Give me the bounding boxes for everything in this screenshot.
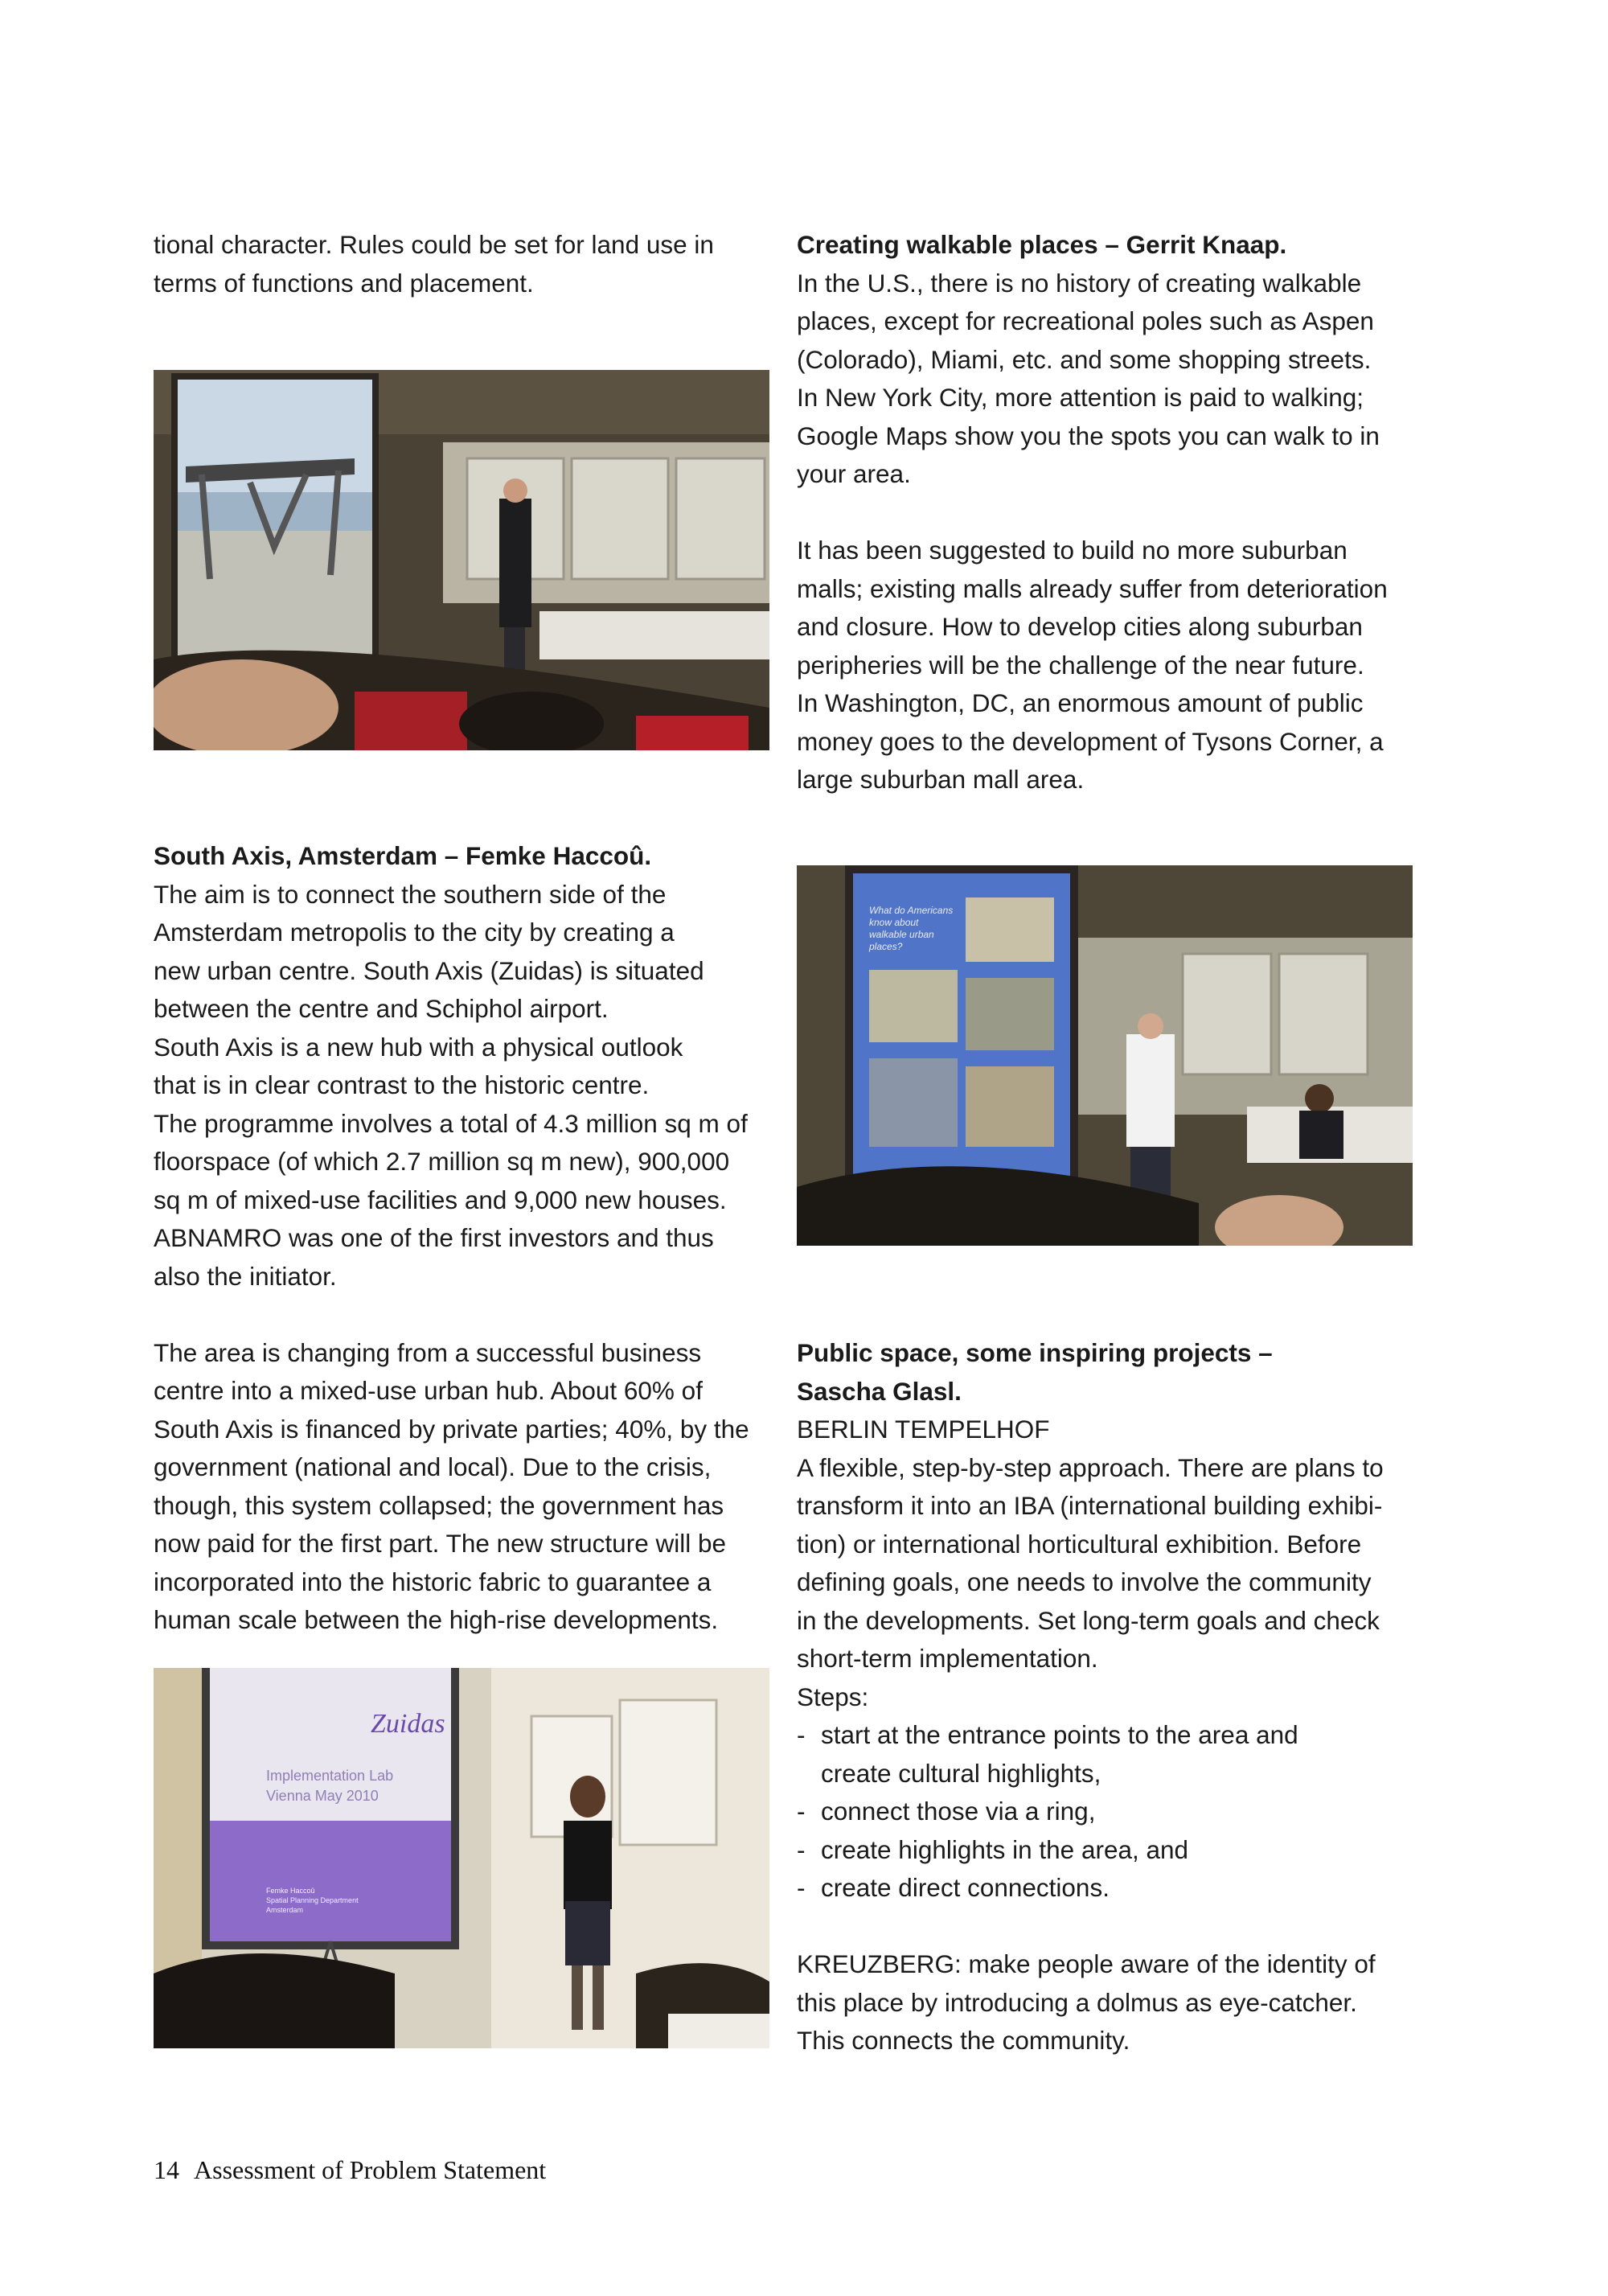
south-axis-line: new urban centre. South Axis (Zuidas) is situated xyxy=(154,955,704,985)
step-text: start at the entrance points to the area and xyxy=(821,1720,1298,1749)
step-text: connect those via a ring, xyxy=(821,1797,1096,1826)
south-axis-line: that is in clear contrast to the historic centre. xyxy=(154,1070,650,1099)
slide-speaker-line: Femke Haccoû xyxy=(266,1887,315,1895)
walkable-line: large suburban mall area. xyxy=(797,765,1085,794)
intro-line-1: tional character. Rules could be set for land use in xyxy=(154,230,714,259)
photo-zuidas-presentation xyxy=(154,1668,769,2048)
steps-label: Steps: xyxy=(797,1682,869,1711)
south-axis-line: also the initiator. xyxy=(154,1261,337,1291)
south-axis-line: ABNAMRO was one of the first investors and thus xyxy=(154,1223,714,1252)
south-axis-line: The area is changing from a successful business xyxy=(154,1337,702,1367)
step-dash: - xyxy=(797,1873,806,1902)
walkable-line: malls; existing malls already suffer from deterioration xyxy=(797,573,1388,603)
page-footer xyxy=(154,2155,546,2185)
south-axis-line: between the centre and Schiphol airport. xyxy=(154,994,609,1023)
south-axis-line: though, this system collapsed; the government has xyxy=(154,1490,724,1520)
kreuzberg-line: KREUZBERG: make people aware of the identity of xyxy=(797,1949,1376,1978)
walkable-line: It has been suggested to build no more suburban xyxy=(797,536,1348,565)
public-space-line: in the developments. Set long-term goals and check xyxy=(797,1605,1380,1635)
section-title: Assessment of Problem Statement xyxy=(194,2155,547,2184)
step-dash: - xyxy=(797,1797,806,1826)
south-axis-line: incorporated into the historic fabric to guarantee a xyxy=(154,1567,712,1596)
photo-walkable-presentation xyxy=(797,865,1413,1246)
walkable-line: money goes to the development of Tysons Corner, a xyxy=(797,726,1384,756)
slide-title-line: Vienna May 2010 xyxy=(266,1788,379,1804)
south-axis-line: Amsterdam metropolis to the city by creating a xyxy=(154,918,675,947)
walkable-line: In New York City, more attention is paid to walking; xyxy=(797,383,1364,412)
public-space-line: tion) or international horticultural exhibition. Before xyxy=(797,1529,1362,1559)
public-space-line: defining goals, one needs to involve the community xyxy=(797,1567,1372,1596)
walkable-line: In Washington, DC, an enormous amount of public xyxy=(797,688,1364,717)
left-column xyxy=(154,226,769,302)
walkable-heading: Creating walkable places – Gerrit Knaap. xyxy=(797,230,1287,259)
page-number: 14 xyxy=(154,2155,179,2184)
walkable-places-section xyxy=(797,226,1413,799)
south-axis-line: floorspace (of which 2.7 million sq m new), 900,000 xyxy=(154,1147,730,1176)
step-item xyxy=(797,1869,1413,1908)
slide2-title-line: places? xyxy=(869,941,903,952)
kreuzberg-line: this place by introducing a dolmus as eye-catcher. xyxy=(797,1987,1357,2017)
public-space-line: A flexible, step-by-step approach. There are plans to xyxy=(797,1452,1384,1482)
step-item xyxy=(797,1793,1413,1831)
south-axis-heading: South Axis, Amsterdam – Femke Haccoû. xyxy=(154,841,652,870)
step-item xyxy=(797,1831,1413,1870)
slide2-title-line: What do Americans xyxy=(869,905,954,916)
walkable-line: peripheries will be the challenge of the near future. xyxy=(797,650,1364,680)
south-axis-line: centre into a mixed-use urban hub. About 60% of xyxy=(154,1376,703,1405)
south-axis-line: sq m of mixed-use facilities and 9,000 new houses. xyxy=(154,1185,727,1214)
walkable-line: (Colorado), Miami, etc. and some shopping streets. xyxy=(797,344,1372,374)
south-axis-line: The aim is to connect the southern side of the xyxy=(154,879,667,909)
slide-speaker-line: Amsterdam xyxy=(266,1906,304,1914)
south-axis-line: South Axis is financed by private parties; 40%, by the xyxy=(154,1414,749,1444)
step-dash: - xyxy=(797,1834,806,1864)
slide2-title-line: know about xyxy=(869,917,919,928)
south-axis-section xyxy=(154,837,769,1640)
public-space-heading: Public space, some inspiring projects – xyxy=(797,1338,1273,1367)
south-axis-line: government (national and local). Due to the crisis, xyxy=(154,1452,712,1481)
slide-speaker-line: Spatial Planning Department xyxy=(266,1896,359,1904)
step-dash: - xyxy=(797,1720,806,1749)
public-space-line: short-term implementation. xyxy=(797,1644,1098,1673)
walkable-line: Google Maps show you the spots you can walk to in xyxy=(797,421,1380,450)
public-space-subheading: BERLIN TEMPELHOF xyxy=(797,1415,1050,1444)
walkable-line: places, except for recreational poles such as Aspen xyxy=(797,306,1374,335)
public-space-heading: Sascha Glasl. xyxy=(797,1376,962,1406)
slide-logo-text: Zuidas xyxy=(371,1709,445,1739)
slide2-title-line: walkable urban xyxy=(869,929,934,940)
south-axis-line: human scale between the high-rise developments. xyxy=(154,1605,719,1634)
south-axis-line: now paid for the first part. The new structure will be xyxy=(154,1529,726,1558)
south-axis-line: The programme involves a total of 4.3 million sq m of xyxy=(154,1108,748,1138)
walkable-line: In the U.S., there is no history of creating walkable xyxy=(797,268,1362,298)
public-space-section xyxy=(797,1334,1413,2060)
south-axis-line: South Axis is a new hub with a physical outlook xyxy=(154,1032,683,1062)
step-text: create direct connections. xyxy=(821,1873,1110,1902)
walkable-line: and closure. How to develop cities along suburban xyxy=(797,612,1363,641)
walkable-line: your area. xyxy=(797,459,911,488)
step-item xyxy=(797,1716,1413,1793)
photo-construction-slide-presentation xyxy=(154,370,769,750)
slide-title-line: Implementation Lab xyxy=(266,1768,394,1784)
step-text: create cultural highlights, xyxy=(821,1758,1101,1788)
step-text: create highlights in the area, and xyxy=(821,1834,1189,1864)
intro-line-2: terms of functions and placement. xyxy=(154,268,534,298)
public-space-line: transform it into an IBA (international building exhibi- xyxy=(797,1491,1383,1520)
kreuzberg-line: This connects the community. xyxy=(797,2026,1130,2055)
